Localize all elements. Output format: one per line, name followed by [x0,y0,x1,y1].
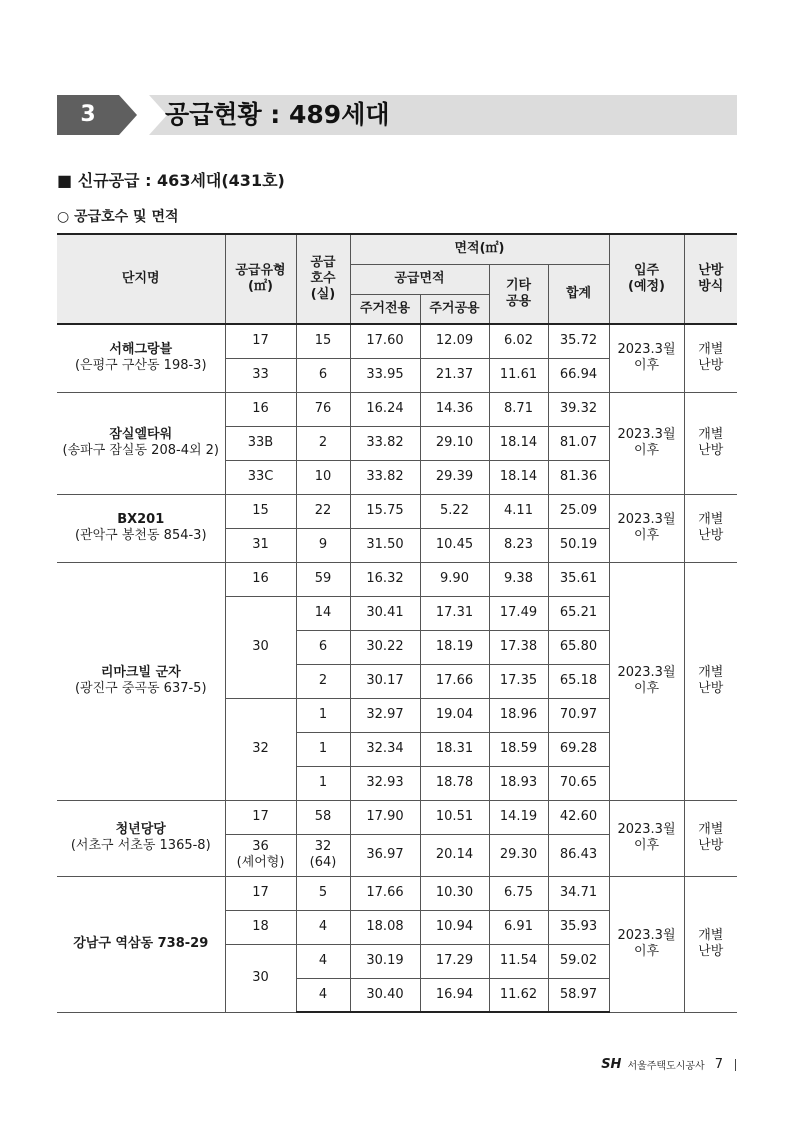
common-cell: 17.29 [420,944,489,978]
col-movein: 입주 (예정) [609,234,684,324]
units-cell: 2 [296,426,350,460]
units-cell: 4 [296,978,350,1012]
total-cell: 86.43 [548,834,609,876]
total-cell: 65.80 [548,630,609,664]
movein-cell: 2023.3월 이후 [609,876,684,1012]
page-title: 공급현황 : 489세대 [165,100,390,129]
movein-cell: 2023.3월 이후 [609,494,684,562]
common-cell: 18.31 [420,732,489,766]
total-cell: 66.94 [548,358,609,392]
units-cell: 4 [296,944,350,978]
exclusive-cell: 17.60 [350,324,420,358]
col-common: 주거공용 [420,294,489,324]
exclusive-cell: 16.32 [350,562,420,596]
other-cell: 18.14 [489,426,548,460]
exclusive-cell: 17.66 [350,876,420,910]
common-cell: 18.78 [420,766,489,800]
common-cell: 14.36 [420,392,489,426]
total-cell: 35.93 [548,910,609,944]
table-row [57,876,737,910]
movein-cell: 2023.3월 이후 [609,800,684,876]
total-cell: 42.60 [548,800,609,834]
other-cell: 6.91 [489,910,548,944]
units-cell: 15 [296,324,350,358]
other-cell: 11.62 [489,978,548,1012]
col-site: 단지명 [57,234,225,324]
type-cell: 36 (셰어형) [225,834,296,876]
section-title: ■ 신규공급 : 463세대(431호) [57,171,285,190]
exclusive-cell: 30.17 [350,664,420,698]
heating-cell: 개별 난방 [684,392,737,494]
exclusive-cell: 16.24 [350,392,420,426]
heating-cell: 개별 난방 [684,800,737,876]
units-cell: 6 [296,630,350,664]
exclusive-cell: 18.08 [350,910,420,944]
table-row [57,324,737,358]
heating-cell: 개별 난방 [684,876,737,1012]
units-cell: 1 [296,766,350,800]
units-cell: 58 [296,800,350,834]
units-cell: 6 [296,358,350,392]
units-cell: 4 [296,910,350,944]
type-cell: 17 [225,876,296,910]
table-row [57,562,737,596]
other-cell: 18.93 [489,766,548,800]
type-cell: 16 [225,392,296,426]
units-cell: 1 [296,732,350,766]
total-cell: 35.72 [548,324,609,358]
total-cell: 65.18 [548,664,609,698]
type-cell: 16 [225,562,296,596]
exclusive-cell: 30.22 [350,630,420,664]
common-cell: 21.37 [420,358,489,392]
common-cell: 20.14 [420,834,489,876]
col-supply-area: 공급면적 [350,264,489,294]
common-cell: 29.39 [420,460,489,494]
total-cell: 58.97 [548,978,609,1012]
total-cell: 50.19 [548,528,609,562]
type-cell: 33 [225,358,296,392]
type-cell: 15 [225,494,296,528]
section-header [57,95,737,135]
exclusive-cell: 32.97 [350,698,420,732]
common-cell: 9.90 [420,562,489,596]
other-cell: 11.61 [489,358,548,392]
total-cell: 81.07 [548,426,609,460]
common-cell: 17.31 [420,596,489,630]
other-cell: 8.23 [489,528,548,562]
footer-divider [735,1059,736,1071]
other-cell: 9.38 [489,562,548,596]
other-cell: 18.14 [489,460,548,494]
site-cell: 청년당당 (서초구 서초동 1365-8) [57,800,225,876]
exclusive-cell: 30.41 [350,596,420,630]
exclusive-cell: 31.50 [350,528,420,562]
type-cell: 17 [225,324,296,358]
total-cell: 25.09 [548,494,609,528]
supply-area-table [57,233,737,1013]
exclusive-cell: 32.34 [350,732,420,766]
type-cell: 17 [225,800,296,834]
col-units: 공급 호수 (실) [296,234,350,324]
other-cell: 6.02 [489,324,548,358]
col-exclusive: 주거전용 [350,294,420,324]
type-cell: 30 [225,596,296,698]
common-cell: 10.45 [420,528,489,562]
exclusive-cell: 33.82 [350,460,420,494]
exclusive-cell: 15.75 [350,494,420,528]
units-cell: 2 [296,664,350,698]
units-cell: 32 (64) [296,834,350,876]
page-number: 7 [714,1057,723,1072]
table-header-row [57,234,737,264]
movein-cell: 2023.3월 이후 [609,562,684,800]
col-total: 합계 [548,264,609,324]
total-cell: 35.61 [548,562,609,596]
subsection-title: ○ 공급호수 및 면적 [57,209,179,225]
common-cell: 10.94 [420,910,489,944]
site-cell: 서해그랑블 (은평구 구산동 198-3) [57,324,225,392]
exclusive-cell: 30.40 [350,978,420,1012]
total-cell: 70.65 [548,766,609,800]
units-cell: 1 [296,698,350,732]
movein-cell: 2023.3월 이후 [609,324,684,392]
other-cell: 17.35 [489,664,548,698]
common-cell: 10.51 [420,800,489,834]
type-cell: 33C [225,460,296,494]
other-cell: 18.59 [489,732,548,766]
total-cell: 65.21 [548,596,609,630]
heating-cell: 개별 난방 [684,562,737,800]
common-cell: 5.22 [420,494,489,528]
type-cell: 30 [225,944,296,1012]
site-cell: 잠실엘타워 (송파구 잠실동 208-4외 2) [57,392,225,494]
heating-cell: 개별 난방 [684,324,737,392]
units-cell: 5 [296,876,350,910]
other-cell: 11.54 [489,944,548,978]
total-cell: 81.36 [548,460,609,494]
other-cell: 6.75 [489,876,548,910]
units-cell: 10 [296,460,350,494]
type-cell: 18 [225,910,296,944]
units-cell: 76 [296,392,350,426]
type-cell: 32 [225,698,296,800]
site-cell: 리마크빌 군자 (광진구 중곡동 637-5) [57,562,225,800]
common-cell: 29.10 [420,426,489,460]
other-cell: 29.30 [489,834,548,876]
common-cell: 19.04 [420,698,489,732]
units-cell: 59 [296,562,350,596]
exclusive-cell: 33.82 [350,426,420,460]
col-other-common: 기타 공용 [489,264,548,324]
exclusive-cell: 32.93 [350,766,420,800]
type-cell: 33B [225,426,296,460]
col-heating: 난방 방식 [684,234,737,324]
common-cell: 16.94 [420,978,489,1012]
other-cell: 4.11 [489,494,548,528]
common-cell: 17.66 [420,664,489,698]
other-cell: 17.38 [489,630,548,664]
other-cell: 14.19 [489,800,548,834]
sh-logo: SH [601,1057,622,1072]
total-cell: 70.97 [548,698,609,732]
other-cell: 17.49 [489,596,548,630]
heating-cell: 개별 난방 [684,494,737,562]
exclusive-cell: 30.19 [350,944,420,978]
exclusive-cell: 36.97 [350,834,420,876]
exclusive-cell: 17.90 [350,800,420,834]
total-cell: 69.28 [548,732,609,766]
site-cell: BX201 (관악구 봉천동 854-3) [57,494,225,562]
common-cell: 10.30 [420,876,489,910]
col-area: 면적(㎡) [350,234,609,264]
table-row [57,800,737,834]
table-row [57,494,737,528]
units-cell: 9 [296,528,350,562]
page-footer [601,1057,736,1072]
units-cell: 22 [296,494,350,528]
site-cell: 강남구 역삼동 738-29 [57,876,225,1012]
organization-name: 서울주택도시공사 [627,1061,705,1072]
header-number: 3 [80,102,96,127]
total-cell: 59.02 [548,944,609,978]
table-row [57,392,737,426]
units-cell: 14 [296,596,350,630]
other-cell: 18.96 [489,698,548,732]
movein-cell: 2023.3월 이후 [609,392,684,494]
common-cell: 12.09 [420,324,489,358]
type-cell: 31 [225,528,296,562]
total-cell: 34.71 [548,876,609,910]
col-type: 공급유형 (㎡) [225,234,296,324]
other-cell: 8.71 [489,392,548,426]
exclusive-cell: 33.95 [350,358,420,392]
total-cell: 39.32 [548,392,609,426]
common-cell: 18.19 [420,630,489,664]
